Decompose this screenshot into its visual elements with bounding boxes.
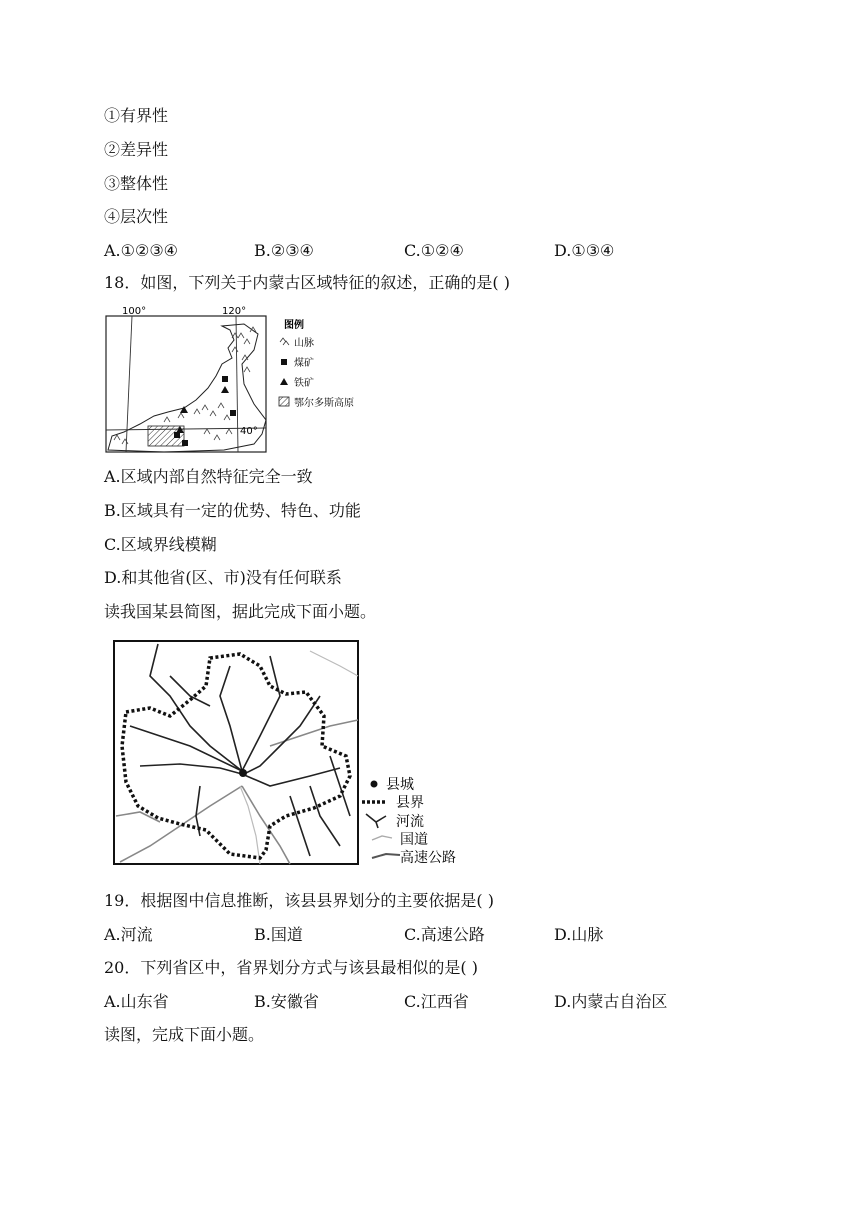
coal-mine-symbol	[182, 440, 188, 446]
item-1: ①有界性	[104, 106, 169, 125]
legend-national-road-label: 国道	[400, 832, 428, 848]
q18-option-b: B.区域具有一定的优势、特色、功能	[104, 501, 361, 520]
intro-next-figure: 读图，完成下面小题。	[104, 1025, 265, 1044]
q20-option-c: C.江西省	[404, 992, 469, 1011]
q18-stem: 18．如图，下列关于内蒙古区域特征的叙述，正确的是( )	[104, 273, 510, 292]
lon-120-label: 120°	[222, 306, 247, 317]
q17-option-d: D.①③④	[554, 241, 615, 260]
legend-plateau-icon	[279, 397, 289, 406]
legend-boundary-label: 县界	[396, 795, 424, 811]
legend-iron-icon	[280, 378, 288, 385]
inner-mongolia-map	[104, 304, 374, 454]
coal-mine-symbol	[230, 410, 236, 416]
q20-option-a: A.山东省	[104, 992, 169, 1011]
legend-iron-label: 铁矿	[294, 378, 314, 389]
q20-option-d: D.内蒙古自治区	[554, 992, 668, 1011]
q17-option-a: A.①②③④	[104, 241, 179, 260]
item-4: ④层次性	[104, 207, 169, 226]
legend-national-road-icon	[372, 836, 392, 840]
lat-40-label: 40°	[240, 426, 258, 437]
item-2: ②差异性	[104, 140, 169, 159]
legend-mountain-label: 山脉	[294, 338, 314, 349]
q18-option-c: C.区域界线模糊	[104, 535, 217, 554]
q17-option-b: B.②③④	[254, 241, 314, 260]
intro-county-map: 读我国某县简图，据此完成下面小题。	[104, 602, 377, 621]
q19-option-c: C.高速公路	[404, 925, 485, 944]
legend-highway-label: 高速公路	[400, 850, 456, 866]
legend-mountain-icon	[280, 338, 289, 345]
lon-100-label: 100°	[122, 306, 147, 317]
legend-title: 图例	[284, 320, 304, 331]
q18-option-a: A.区域内部自然特征完全一致	[104, 467, 313, 486]
q17-option-c: C.①②④	[404, 241, 464, 260]
q18-option-d: D.和其他省(区、市)没有任何联系	[104, 568, 342, 587]
q20-option-b: B.安徽省	[254, 992, 319, 1011]
q19-option-b: B.国道	[254, 925, 303, 944]
legend-highway-icon	[372, 854, 400, 858]
q20-stem: 20．下列省区中，省界划分方式与该县最相似的是( )	[104, 958, 478, 977]
legend-river-label: 河流	[396, 814, 424, 830]
q19-option-d: D.山脉	[554, 925, 604, 944]
legend-county-seat-label: 县城	[386, 777, 414, 793]
item-3: ③整体性	[104, 174, 169, 193]
county-map	[110, 636, 490, 868]
legend-plateau-label: 鄂尔多斯高原	[294, 398, 354, 409]
legend-coal-label: 煤矿	[294, 358, 314, 369]
coal-mine-symbol	[222, 376, 228, 382]
q19-option-a: A.河流	[104, 925, 153, 944]
legend-county-seat-icon	[371, 781, 378, 788]
legend-river-icon	[366, 814, 386, 828]
legend-coal-icon	[281, 359, 287, 365]
q19-stem: 19．根据图中信息推断，该县县界划分的主要依据是( )	[104, 891, 494, 910]
county-seat-dot	[239, 769, 247, 777]
